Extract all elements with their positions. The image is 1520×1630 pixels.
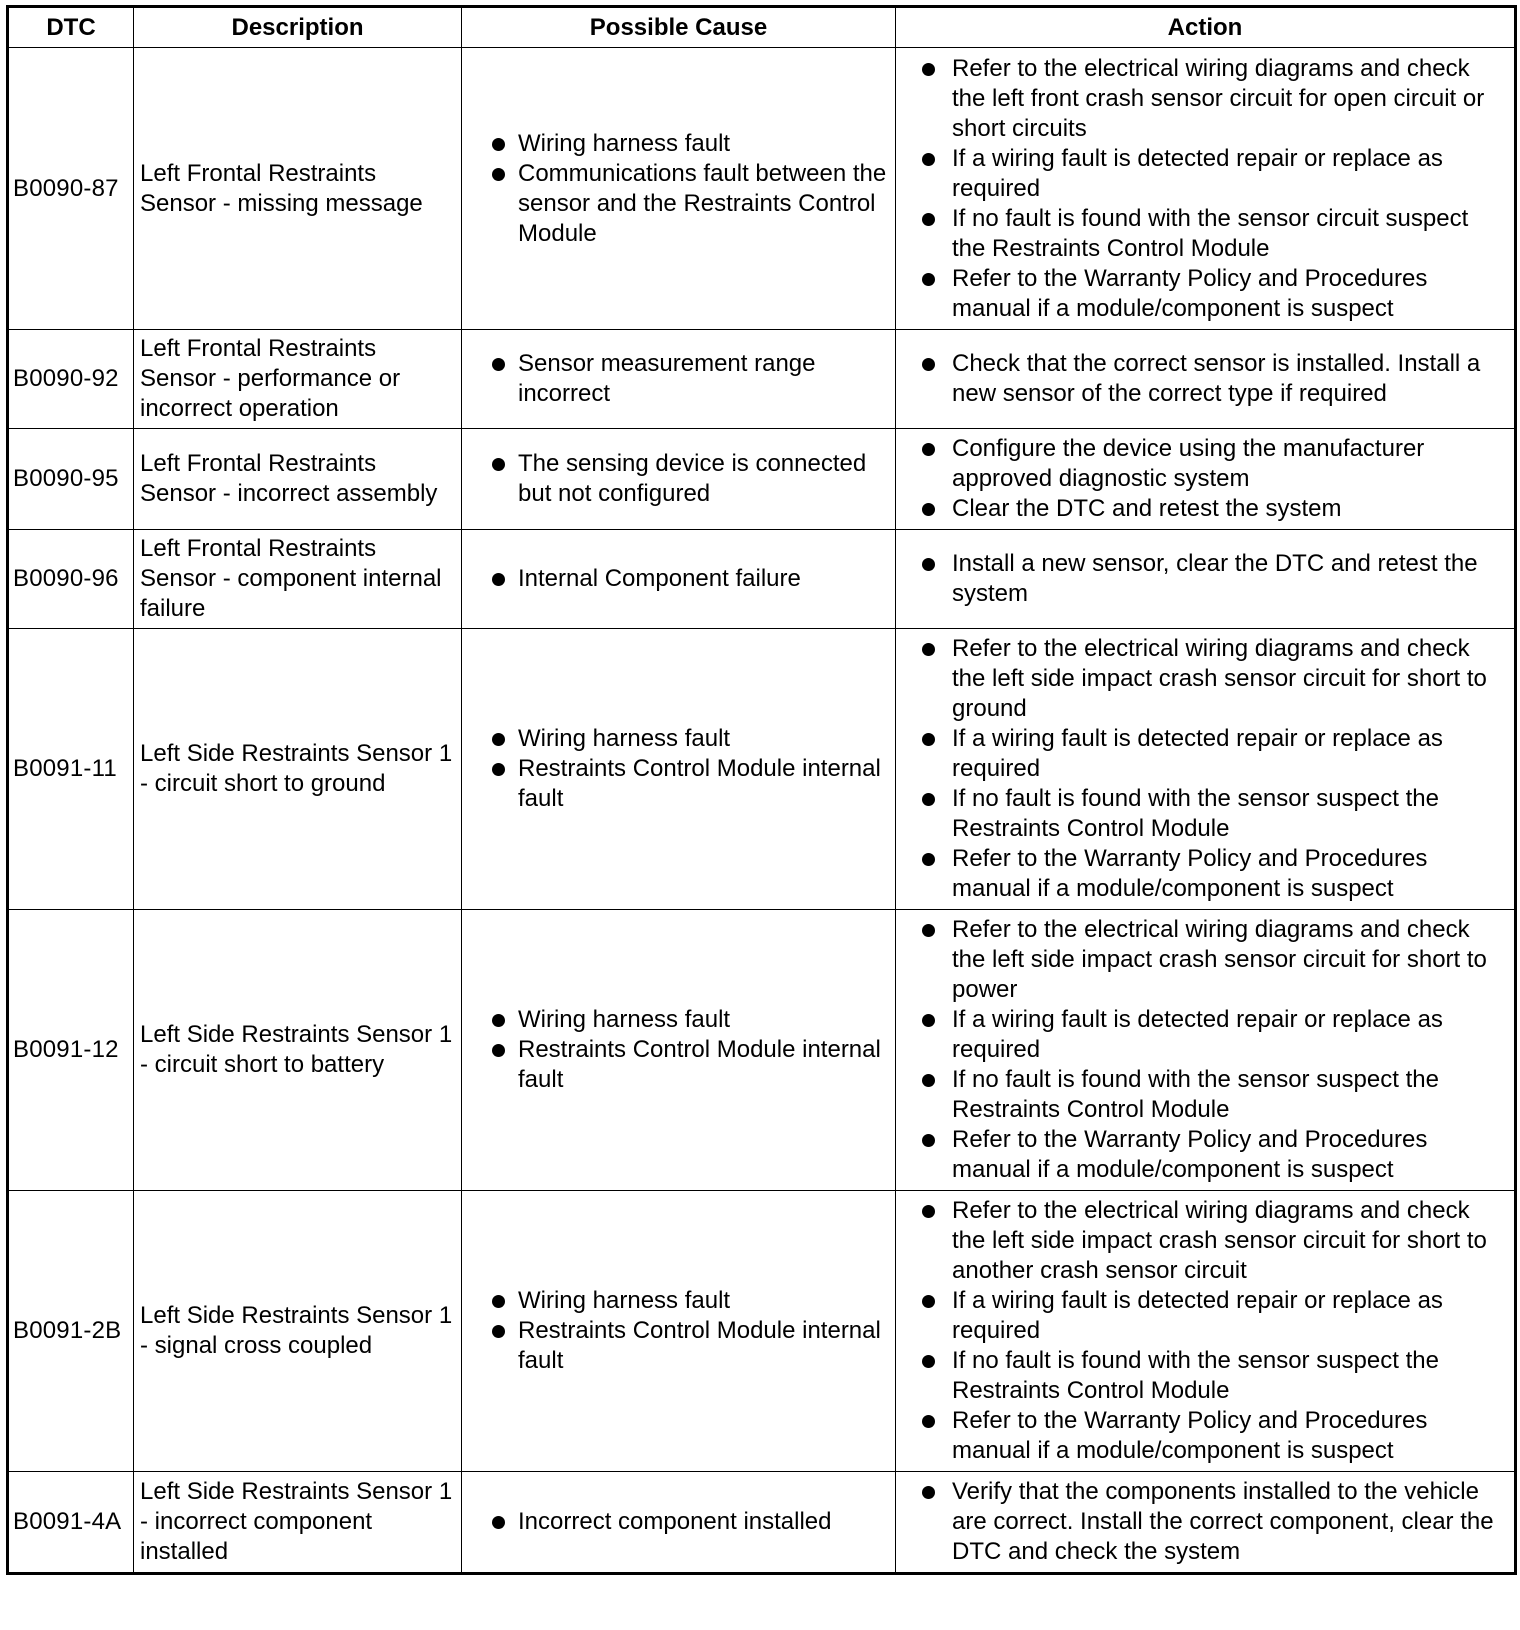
- cause-item: Wiring harness fault: [468, 1286, 889, 1316]
- table-row: [8, 429, 1516, 530]
- dtc-code: B0090-87: [8, 48, 134, 330]
- action-cell: [896, 1472, 1516, 1574]
- cause-item: Restraints Control Module internal fault: [468, 1035, 889, 1095]
- table-row: [8, 1472, 1516, 1574]
- action-cell: [896, 629, 1516, 910]
- action-item: Configure the device using the manufacturer approved diagnostic system: [902, 434, 1508, 494]
- action-item: Refer to the electrical wiring diagrams and check the left side impact crash sensor circuit for short to power: [902, 915, 1508, 1005]
- action-item: If a wiring fault is detected repair or replace as required: [902, 1005, 1508, 1065]
- cause-item: Wiring harness fault: [468, 129, 889, 159]
- table-row: [8, 330, 1516, 429]
- header-dtc: DTC: [8, 7, 134, 48]
- action-item: If a wiring fault is detected repair or replace as required: [902, 144, 1508, 204]
- cause-item: Internal Component failure: [468, 564, 889, 594]
- action-item: Refer to the Warranty Policy and Procedures manual if a module/component is suspect: [902, 1125, 1508, 1185]
- action-item: Install a new sensor, clear the DTC and retest the system: [902, 549, 1508, 609]
- action-cell: [896, 530, 1516, 629]
- action-cell: [896, 910, 1516, 1191]
- dtc-code: B0091-12: [8, 910, 134, 1191]
- action-item: If no fault is found with the sensor circuit suspect the Restraints Control Module: [902, 204, 1508, 264]
- header-possible-cause: Possible Cause: [462, 7, 896, 48]
- cause-item: Communications fault between the sensor and the Restraints Control Module: [468, 159, 889, 249]
- cause-item: Sensor measurement range incorrect: [468, 349, 889, 409]
- dtc-code: B0091-2B: [8, 1191, 134, 1472]
- dtc-code: B0090-96: [8, 530, 134, 629]
- possible-cause-cell: [462, 48, 896, 330]
- action-cell: [896, 1191, 1516, 1472]
- header-description: Description: [134, 7, 462, 48]
- action-item: If a wiring fault is detected repair or replace as required: [902, 724, 1508, 784]
- action-item: Refer to the electrical wiring diagrams and check the left side impact crash sensor circuit for short to ground: [902, 634, 1508, 724]
- action-item: Verify that the components installed to the vehicle are correct. Install the correct component, clear the DTC and check the system: [902, 1477, 1508, 1567]
- header-row: [8, 7, 1516, 48]
- action-item: Refer to the Warranty Policy and Procedures manual if a module/component is suspect: [902, 264, 1508, 324]
- action-item: Refer to the electrical wiring diagrams and check the left side impact crash sensor circuit for short to another crash sensor circuit: [902, 1196, 1508, 1286]
- dtc-table: [6, 5, 1517, 1575]
- table-row: [8, 48, 1516, 330]
- possible-cause-cell: [462, 1472, 896, 1574]
- dtc-description: Left Side Restraints Sensor 1 - circuit short to ground: [134, 629, 462, 910]
- dtc-code: B0091-11: [8, 629, 134, 910]
- table-row: [8, 910, 1516, 1191]
- header-action: Action: [896, 7, 1516, 48]
- action-item: Refer to the electrical wiring diagrams and check the left front crash sensor circuit for open circuit or short circuits: [902, 54, 1508, 144]
- cause-item: The sensing device is connected but not configured: [468, 449, 889, 509]
- dtc-description: Left Frontal Restraints Sensor - missing message: [134, 48, 462, 330]
- action-item: If no fault is found with the sensor suspect the Restraints Control Module: [902, 1065, 1508, 1125]
- cause-item: Incorrect component installed: [468, 1507, 889, 1537]
- cause-item: Wiring harness fault: [468, 724, 889, 754]
- action-item: Clear the DTC and retest the system: [902, 494, 1508, 524]
- cause-item: Wiring harness fault: [468, 1005, 889, 1035]
- cause-item: Restraints Control Module internal fault: [468, 754, 889, 814]
- dtc-description: Left Side Restraints Sensor 1 - incorrect component installed: [134, 1472, 462, 1574]
- dtc-description: Left Side Restraints Sensor 1 - circuit short to battery: [134, 910, 462, 1191]
- action-item: Refer to the Warranty Policy and Procedures manual if a module/component is suspect: [902, 844, 1508, 904]
- action-cell: [896, 429, 1516, 530]
- dtc-description: Left Frontal Restraints Sensor - performance or incorrect operation: [134, 330, 462, 429]
- action-item: If no fault is found with the sensor suspect the Restraints Control Module: [902, 784, 1508, 844]
- cause-item: Restraints Control Module internal fault: [468, 1316, 889, 1376]
- action-cell: [896, 330, 1516, 429]
- table-row: [8, 1191, 1516, 1472]
- dtc-code: B0090-95: [8, 429, 134, 530]
- possible-cause-cell: [462, 530, 896, 629]
- action-cell: [896, 48, 1516, 330]
- dtc-code: B0091-4A: [8, 1472, 134, 1574]
- action-item: Check that the correct sensor is installed. Install a new sensor of the correct type if required: [902, 349, 1508, 409]
- table-row: [8, 530, 1516, 629]
- possible-cause-cell: [462, 1191, 896, 1472]
- action-item: Refer to the Warranty Policy and Procedures manual if a module/component is suspect: [902, 1406, 1508, 1466]
- dtc-code: B0090-92: [8, 330, 134, 429]
- possible-cause-cell: [462, 910, 896, 1191]
- possible-cause-cell: [462, 429, 896, 530]
- possible-cause-cell: [462, 629, 896, 910]
- table-row: [8, 629, 1516, 910]
- dtc-description: Left Frontal Restraints Sensor - component internal failure: [134, 530, 462, 629]
- dtc-description: Left Side Restraints Sensor 1 - signal cross coupled: [134, 1191, 462, 1472]
- possible-cause-cell: [462, 330, 896, 429]
- dtc-description: Left Frontal Restraints Sensor - incorrect assembly: [134, 429, 462, 530]
- action-item: If no fault is found with the sensor suspect the Restraints Control Module: [902, 1346, 1508, 1406]
- action-item: If a wiring fault is detected repair or replace as required: [902, 1286, 1508, 1346]
